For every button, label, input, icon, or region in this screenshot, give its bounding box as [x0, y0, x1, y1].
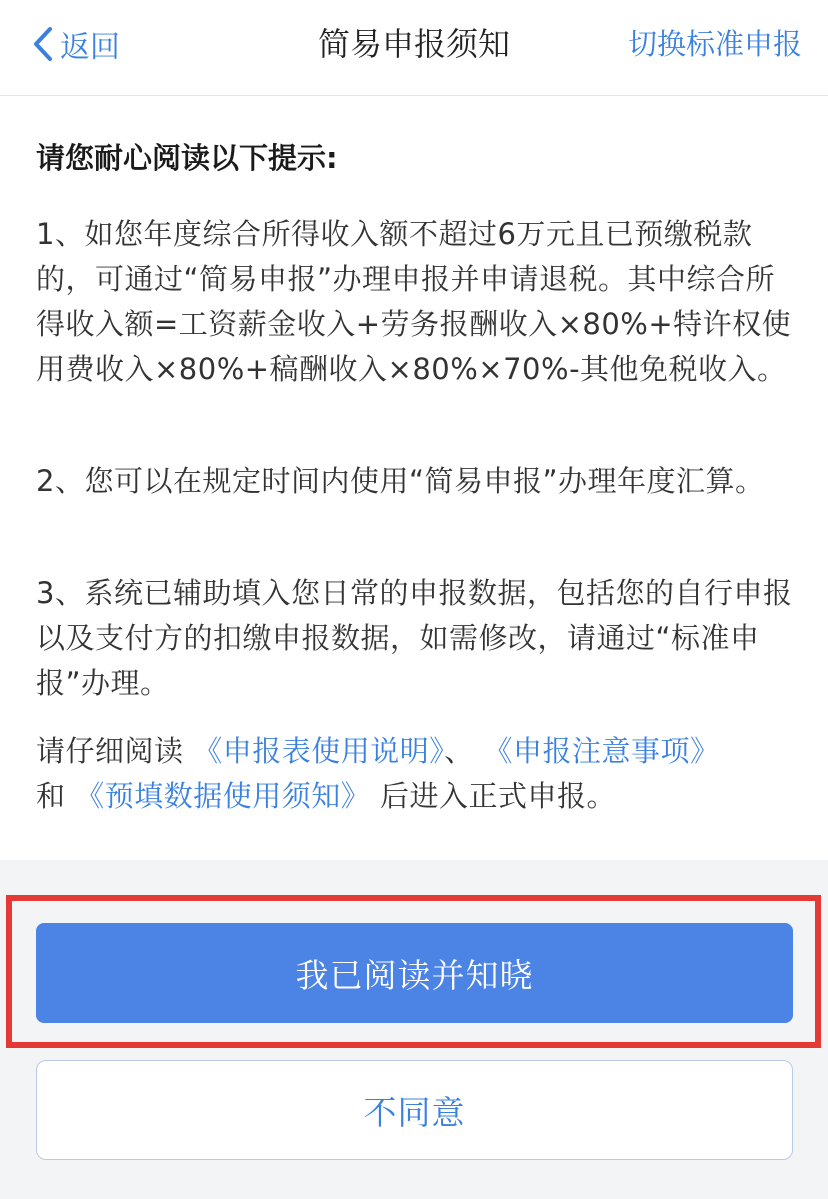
notice-content — [0, 97, 828, 860]
disagree-button[interactable]: 不同意 — [36, 1060, 793, 1160]
back-button[interactable] — [32, 20, 120, 68]
nav-bar — [0, 0, 828, 96]
notice-item-3: 3、系统已辅助填入您日常的申报数据，包括您的自行申报以及支付方的扣缴申报数据，如需修改，请通过“标准申报”办理。 — [36, 576, 793, 700]
read-prompt-and: 和 — [36, 779, 76, 813]
read-prompt-separator: 、 — [444, 734, 484, 768]
read-prompt — [36, 729, 796, 819]
filing-notes-link[interactable]: 《申报注意事项》 — [483, 734, 720, 768]
notice-item-1: 1、如您年度综合所得收入额不超过6万元且已预缴税款的，可通过“简易申报”办理申报并申请退税。其中综合所得收入额=工资薪金收入+劳务报酬收入×80%+特许权使用费收入×80%+稿酬收入×80%×70%-其他免税收入。 — [36, 217, 792, 386]
back-label: 返回 — [60, 30, 120, 65]
switch-standard-filing-link[interactable]: 切换标准申报 — [627, 27, 802, 61]
chevron-left-icon — [32, 26, 54, 62]
notice-item-2: 2、您可以在规定时间内使用“简易申报”办理年度汇算。 — [36, 464, 765, 498]
form-instructions-link[interactable]: 《申报表使用说明》 — [193, 734, 445, 768]
notice-heading: 请您耐心阅读以下提示: — [36, 141, 338, 175]
read-prompt-suffix: 后进入正式申报。 — [370, 779, 616, 813]
prefill-data-notice-link[interactable]: 《预填数据使用须知》 — [75, 779, 371, 813]
agree-button[interactable]: 我已阅读并知晓 — [36, 923, 793, 1023]
read-prompt-prefix: 请仔细阅读 — [36, 734, 194, 768]
page-title: 简易申报须知 — [317, 25, 510, 63]
